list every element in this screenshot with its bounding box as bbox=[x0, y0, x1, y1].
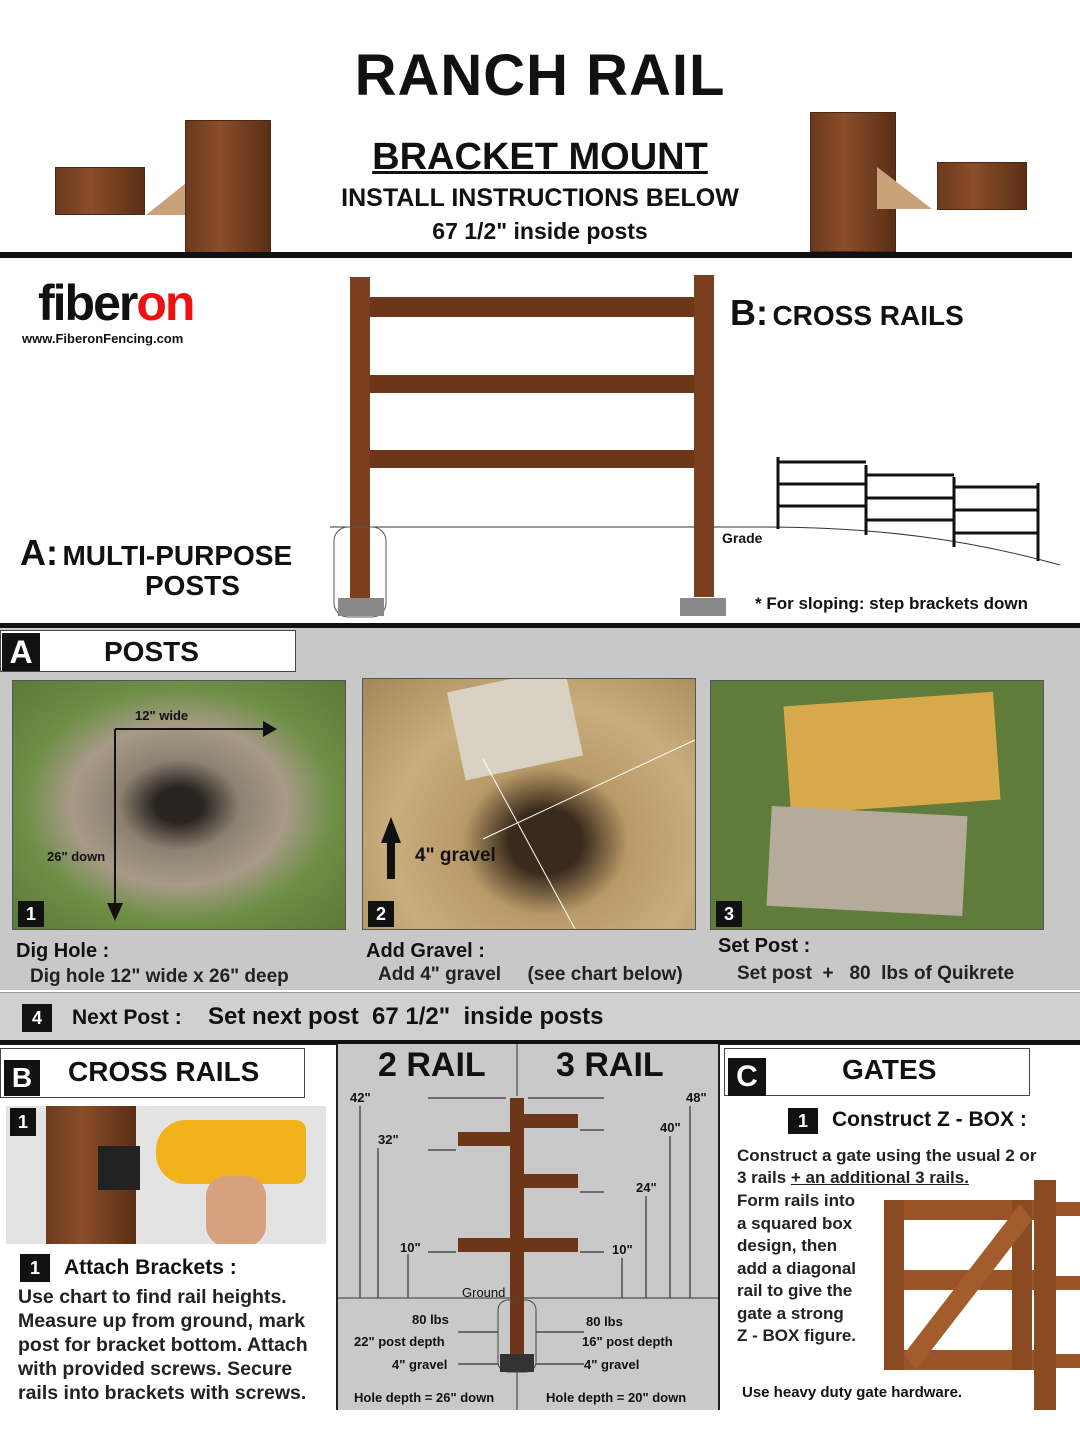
gates-text-line-2a: 3 rails bbox=[737, 1168, 791, 1187]
rails-photo-number: 1 bbox=[10, 1108, 36, 1136]
label-b-text: CROSS RAILS bbox=[772, 300, 964, 331]
step2-text: Add 4" gravel (see chart below) bbox=[378, 964, 683, 985]
gates-step-number: 1 bbox=[788, 1108, 818, 1134]
height-left-42: 42" bbox=[350, 1090, 371, 1105]
right-post-depth: 16" post depth bbox=[582, 1334, 673, 1349]
gates-desc-2: a squared box bbox=[737, 1213, 853, 1233]
rail-height-diagram bbox=[338, 1044, 718, 1410]
left-gravel: 4" gravel bbox=[392, 1357, 448, 1372]
gates-text-line-2b: + an additional 3 rails. bbox=[790, 1168, 969, 1187]
right-lbs: 80 lbs bbox=[586, 1314, 623, 1329]
dig-hole-photo bbox=[12, 680, 346, 930]
bracket-illustration-left bbox=[50, 115, 280, 255]
right-hole-depth: Hole depth = 20" down bbox=[546, 1390, 687, 1405]
step3-title: Set Post : bbox=[718, 935, 811, 957]
attach-brackets-title: Attach Brackets : bbox=[64, 1256, 237, 1279]
grade-label: Grade bbox=[722, 530, 763, 546]
quikrete-bags-photo bbox=[710, 680, 1044, 930]
gates-desc-6: gate a strong bbox=[737, 1303, 844, 1323]
height-left-10: 10" bbox=[400, 1240, 421, 1255]
fiberon-website: www.FiberonFencing.com bbox=[22, 331, 184, 346]
add-gravel-photo bbox=[362, 678, 696, 930]
step4-title: Next Post : bbox=[72, 1006, 182, 1029]
page-subtitle: BRACKET MOUNT bbox=[372, 136, 708, 178]
label-a-letter: A: bbox=[20, 532, 58, 573]
attach-line-5: rails into brackets with screws. bbox=[18, 1382, 307, 1404]
photo2-number: 2 bbox=[368, 901, 394, 927]
fence-overview-illustration bbox=[320, 265, 1080, 625]
gates-title: GATES bbox=[842, 1054, 937, 1085]
z-box-gate-illustration bbox=[880, 1180, 1080, 1410]
gates-step-title: Construct Z - BOX : bbox=[832, 1108, 1027, 1131]
right-gravel: 4" gravel bbox=[584, 1357, 640, 1372]
gates-desc-3: design, then bbox=[737, 1236, 838, 1255]
step1-text: Dig hole 12" wide x 26" deep bbox=[30, 966, 289, 987]
rails-letter-badge: B bbox=[4, 1060, 40, 1096]
attach-brackets-text bbox=[18, 1285, 308, 1405]
label-a-text-1: MULTI-PURPOSE bbox=[62, 540, 293, 571]
left-hole-depth: Hole depth = 26" down bbox=[354, 1390, 495, 1405]
attach-brackets-number: 1 bbox=[20, 1254, 50, 1282]
ground-label: Ground bbox=[462, 1285, 506, 1300]
gates-text-line-1: Construct a gate using the usual 2 or bbox=[737, 1146, 1037, 1165]
header-divider bbox=[0, 252, 1072, 258]
step4-text: Set next post 67 1/2" inside posts bbox=[208, 1003, 604, 1030]
height-right-48: 48" bbox=[686, 1090, 707, 1105]
photo2-gravel-label: 4" gravel bbox=[415, 845, 496, 866]
logo-text-accent: on bbox=[136, 275, 194, 331]
page-title: RANCH RAIL bbox=[354, 43, 726, 108]
gates-desc-7: Z - BOX figure. bbox=[737, 1326, 856, 1345]
gates-desc-1: Form rails into bbox=[737, 1191, 856, 1210]
posts-letter-badge: A bbox=[2, 633, 40, 671]
left-lbs: 80 lbs bbox=[412, 1312, 449, 1327]
fiberon-logo bbox=[38, 274, 193, 332]
gates-desc-5: rail to give the bbox=[737, 1281, 853, 1300]
photo1-wide-label: 12" wide bbox=[135, 708, 189, 723]
install-instructions-note: INSTALL INSTRUCTIONS BELOW bbox=[341, 184, 739, 212]
attach-line-2: Measure up from ground, mark bbox=[18, 1310, 306, 1332]
three-rail-title: 3 RAIL bbox=[556, 1046, 664, 1084]
step4-number: 4 bbox=[22, 1004, 52, 1032]
logo-text-main: fiber bbox=[38, 275, 137, 331]
height-left-32: 32" bbox=[378, 1132, 399, 1147]
quikrete-bag-1 bbox=[783, 692, 1000, 814]
photo1-number: 1 bbox=[18, 901, 44, 927]
step3-text: Set post + 80 lbs of Quikrete bbox=[737, 963, 1015, 984]
height-right-40: 40" bbox=[660, 1120, 681, 1135]
gates-letter-badge: C bbox=[728, 1058, 766, 1096]
gates-desc-4: add a diagonal bbox=[737, 1258, 857, 1278]
rails-title: CROSS RAILS bbox=[68, 1056, 260, 1087]
two-rail-title: 2 RAIL bbox=[378, 1046, 486, 1084]
label-b-letter: B: bbox=[730, 292, 768, 333]
attach-line-4: with provided screws. Secure bbox=[18, 1358, 293, 1380]
bracket-illustration-right bbox=[805, 112, 1035, 252]
overview-label-a bbox=[20, 532, 292, 574]
step1-title: Dig Hole : bbox=[16, 940, 110, 962]
inside-posts-note: 67 1/2" inside posts bbox=[432, 218, 648, 244]
attach-line-3: post for bracket bottom. Attach bbox=[18, 1334, 308, 1356]
posts-title: POSTS bbox=[104, 636, 199, 667]
photo1-down-label: 26" down bbox=[47, 849, 106, 864]
sloping-note: * For sloping: step brackets down bbox=[755, 594, 1028, 613]
gate-hardware-note: Use heavy duty gate hardware. bbox=[742, 1384, 963, 1401]
quikrete-bag-2 bbox=[767, 806, 968, 916]
overview-label-b bbox=[730, 292, 964, 334]
height-right-24: 24" bbox=[636, 1180, 657, 1195]
drill-photo bbox=[6, 1106, 326, 1244]
attach-line-1: Use chart to find rail heights. bbox=[18, 1286, 287, 1308]
label-a-text-2: POSTS bbox=[145, 570, 240, 601]
photo3-number: 3 bbox=[716, 901, 742, 927]
gates-description bbox=[737, 1190, 856, 1348]
step2-title: Add Gravel : bbox=[366, 940, 485, 962]
height-right-10: 10" bbox=[612, 1242, 633, 1257]
left-post-depth: 22" post depth bbox=[354, 1334, 445, 1349]
